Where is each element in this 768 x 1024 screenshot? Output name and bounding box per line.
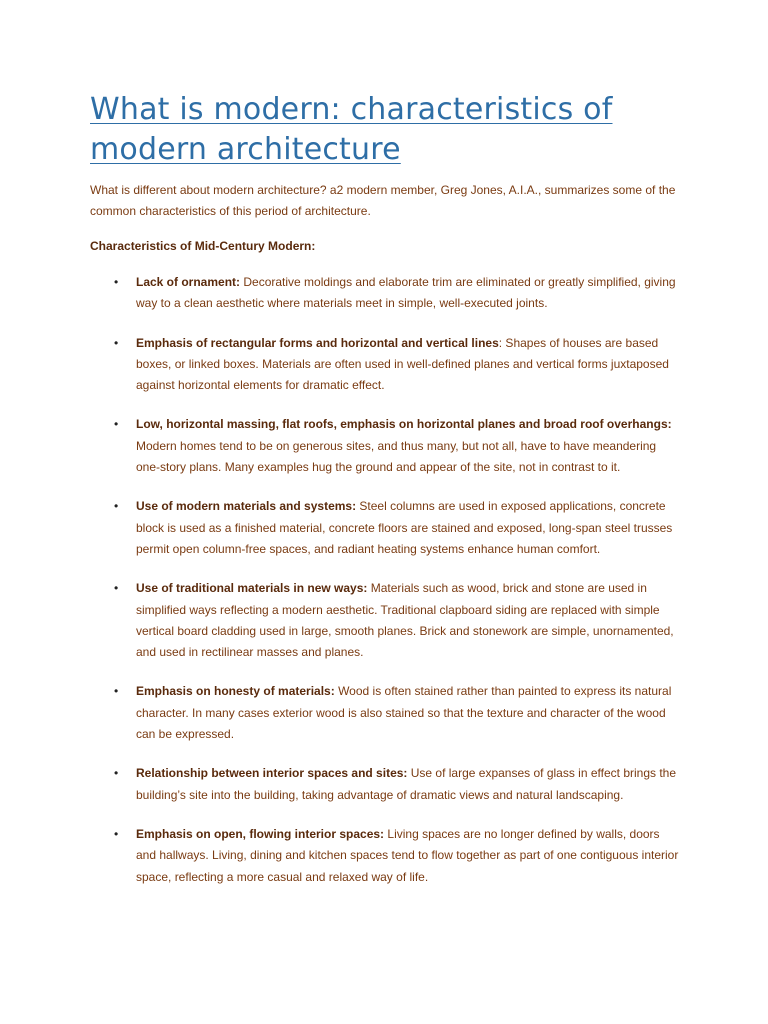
bullet-icon: •: [114, 826, 119, 841]
list-item: [90, 333, 680, 397]
section-heading: Characteristics of Mid-Century Modern:: [90, 239, 316, 253]
item-term: Emphasis of rectangular forms and horizontal and vertical lines: [136, 335, 499, 350]
item-term: Relationship between interior spaces and sites:: [136, 766, 408, 781]
item-text: Decorative moldings and elaborate trim are eliminated or greatly simplified, giving way to a clean aesthetic where materials meet in simple, well-executed joints.: [136, 275, 676, 311]
list-item: [90, 496, 680, 560]
bullet-icon: •: [114, 581, 119, 596]
list-item: [90, 824, 680, 888]
document-page: [90, 90, 680, 906]
bullet-icon: •: [114, 335, 119, 350]
characteristics-list: [90, 272, 680, 888]
item-text: Materials such as wood, brick and stone are used in simplified ways reflecting a modern aesthetic. Traditional clapboard siding are replaced with simple vertical board cladding used in large, smooth planes. Brick and stonework are simple, unornamented, and used in rectilinear masses and planes.: [136, 581, 674, 660]
bullet-icon: •: [114, 275, 119, 289]
item-term: Emphasis on open, flowing interior spaces:: [136, 826, 385, 841]
item-text: Wood is often stained rather than painted to express its natural character. In many cases exterior wood is also stained so that the texture and character of the wood can be expressed.: [136, 684, 672, 742]
item-term: Lack of ornament:: [136, 275, 241, 289]
intro-paragraph: What is different about modern architecture? a2 modern member, Greg Jones, A.I.A., summarizes some of the common characteristics of this period of architecture.: [90, 183, 676, 218]
list-item: [90, 578, 680, 663]
item-text: Modern homes tend to be on generous sites, and thus many, but not all, have to have meandering one-story plans. Many examples hug the ground and appear of the site, not in contrast to it.: [136, 438, 657, 475]
bullet-icon: •: [114, 684, 119, 699]
item-term: Emphasis on honesty of materials:: [136, 684, 335, 699]
list-item: [90, 681, 680, 745]
list-item: [90, 414, 680, 478]
bullet-icon: •: [114, 766, 119, 781]
item-text: Living spaces are no longer defined by walls, doors and hallways. Living, dining and kitchen spaces tend to flow together as part of one contiguous interior space, reflecting a more casual and relaxed way of life.: [136, 826, 679, 884]
bullet-icon: •: [114, 499, 119, 514]
item-term: Use of traditional materials in new ways:: [136, 581, 368, 596]
item-text: Steel columns are used in exposed applications, concrete block is used as a finished material, concrete floors are stained and exposed, long-span steel trusses permit open column-free spaces, and radiant heating systems enhance human comfort.: [136, 499, 673, 556]
page-title[interactable]: What is modern: characteristics of modern architecture: [90, 92, 613, 167]
item-text: : Shapes of houses are based boxes, or linked boxes. Materials are often used in well-defined planes and vertical forms juxtaposed against horizontal elements for dramatic effect.: [136, 335, 669, 393]
list-item: [90, 763, 680, 806]
item-text: Use of large expanses of glass in effect brings the building’s site into the building, taking advantage of dramatic views and natural landscaping.: [136, 766, 677, 802]
item-term: Low, horizontal massing, flat roofs, emphasis on horizontal planes and broad roof overhangs:: [136, 417, 672, 432]
list-item: [90, 272, 680, 315]
item-term: Use of modern materials and systems:: [136, 499, 357, 514]
bullet-icon: •: [114, 417, 119, 432]
